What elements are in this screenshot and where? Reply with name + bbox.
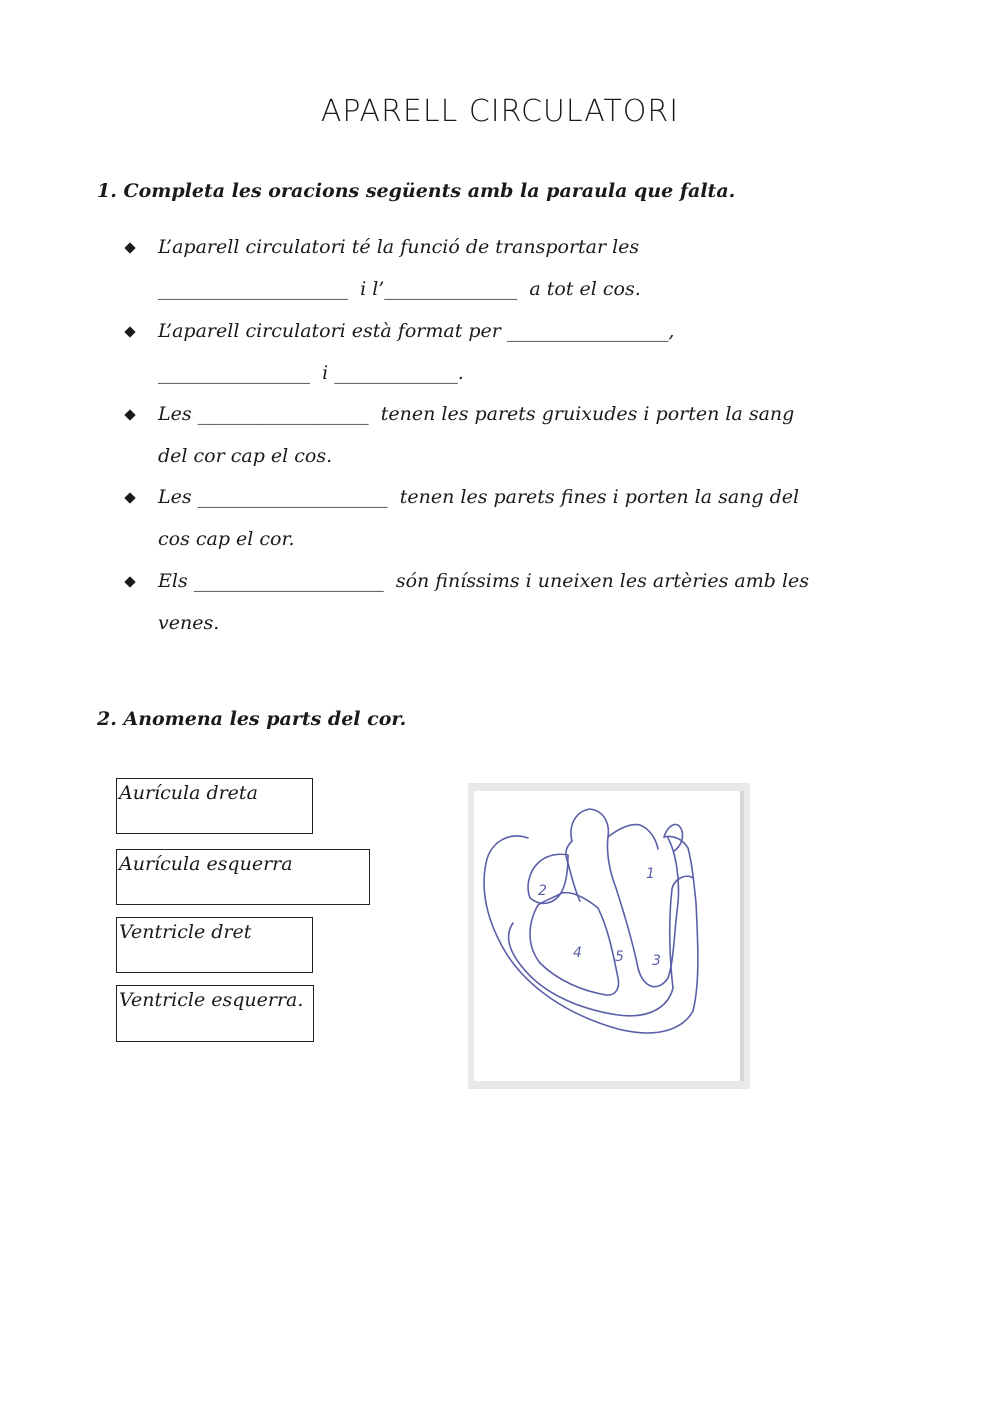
diagram-number: 1 bbox=[646, 866, 655, 882]
label-box-ventricle-dret[interactable]: Ventricle dret bbox=[116, 917, 313, 973]
label-box-ventricle-esquerra[interactable]: Ventricle esquerra. bbox=[116, 985, 314, 1042]
item-line-1[interactable]: Les ____________________ tenen les parets fines i porten la sang del bbox=[158, 486, 800, 508]
diagram-number: 2 bbox=[538, 883, 547, 899]
diagram-number: 3 bbox=[652, 953, 661, 969]
bullet-icon bbox=[124, 492, 135, 503]
item-line-1: L’aparell circulatori té la funció de transportar les bbox=[158, 236, 640, 258]
diagram-edge bbox=[740, 791, 744, 1081]
bullet-icon bbox=[124, 242, 135, 253]
item-line-2[interactable]: ________________ i _____________. bbox=[158, 362, 464, 384]
item-line-1[interactable]: Les __________________ tenen les parets gruixudes i porten la sang bbox=[158, 403, 795, 425]
item-line-2: del cor cap el cos. bbox=[158, 445, 333, 467]
item-line-1[interactable]: L’aparell circulatori està format per _________________, bbox=[158, 320, 675, 342]
section-2-heading: 2. Anomena les parts del cor. bbox=[97, 708, 407, 730]
item-line-1[interactable]: Els ____________________ són finíssims i uneixen les artèries amb les bbox=[158, 570, 810, 592]
heart-diagram bbox=[468, 783, 750, 1089]
item-line-2[interactable]: ____________________ i l’______________ a tot el cos. bbox=[158, 278, 641, 300]
section-1-heading: 1. Completa les oracions següents amb la paraula que falta. bbox=[97, 180, 736, 202]
diagram-number: 4 bbox=[573, 945, 582, 961]
item-line-2: cos cap el cor. bbox=[158, 528, 295, 550]
item-line-2: venes. bbox=[158, 612, 220, 634]
page-title: APARELL CIRCULATORI bbox=[320, 94, 680, 129]
bullet-icon bbox=[124, 576, 135, 587]
diagram-number: 5 bbox=[615, 949, 624, 965]
bullet-icon bbox=[124, 326, 135, 337]
bullet-icon bbox=[124, 409, 135, 420]
label-box-auricula-dreta[interactable]: Aurícula dreta bbox=[116, 778, 313, 834]
label-box-auricula-esquerra[interactable]: Aurícula esquerra bbox=[116, 849, 370, 905]
diagram-canvas bbox=[474, 791, 740, 1081]
